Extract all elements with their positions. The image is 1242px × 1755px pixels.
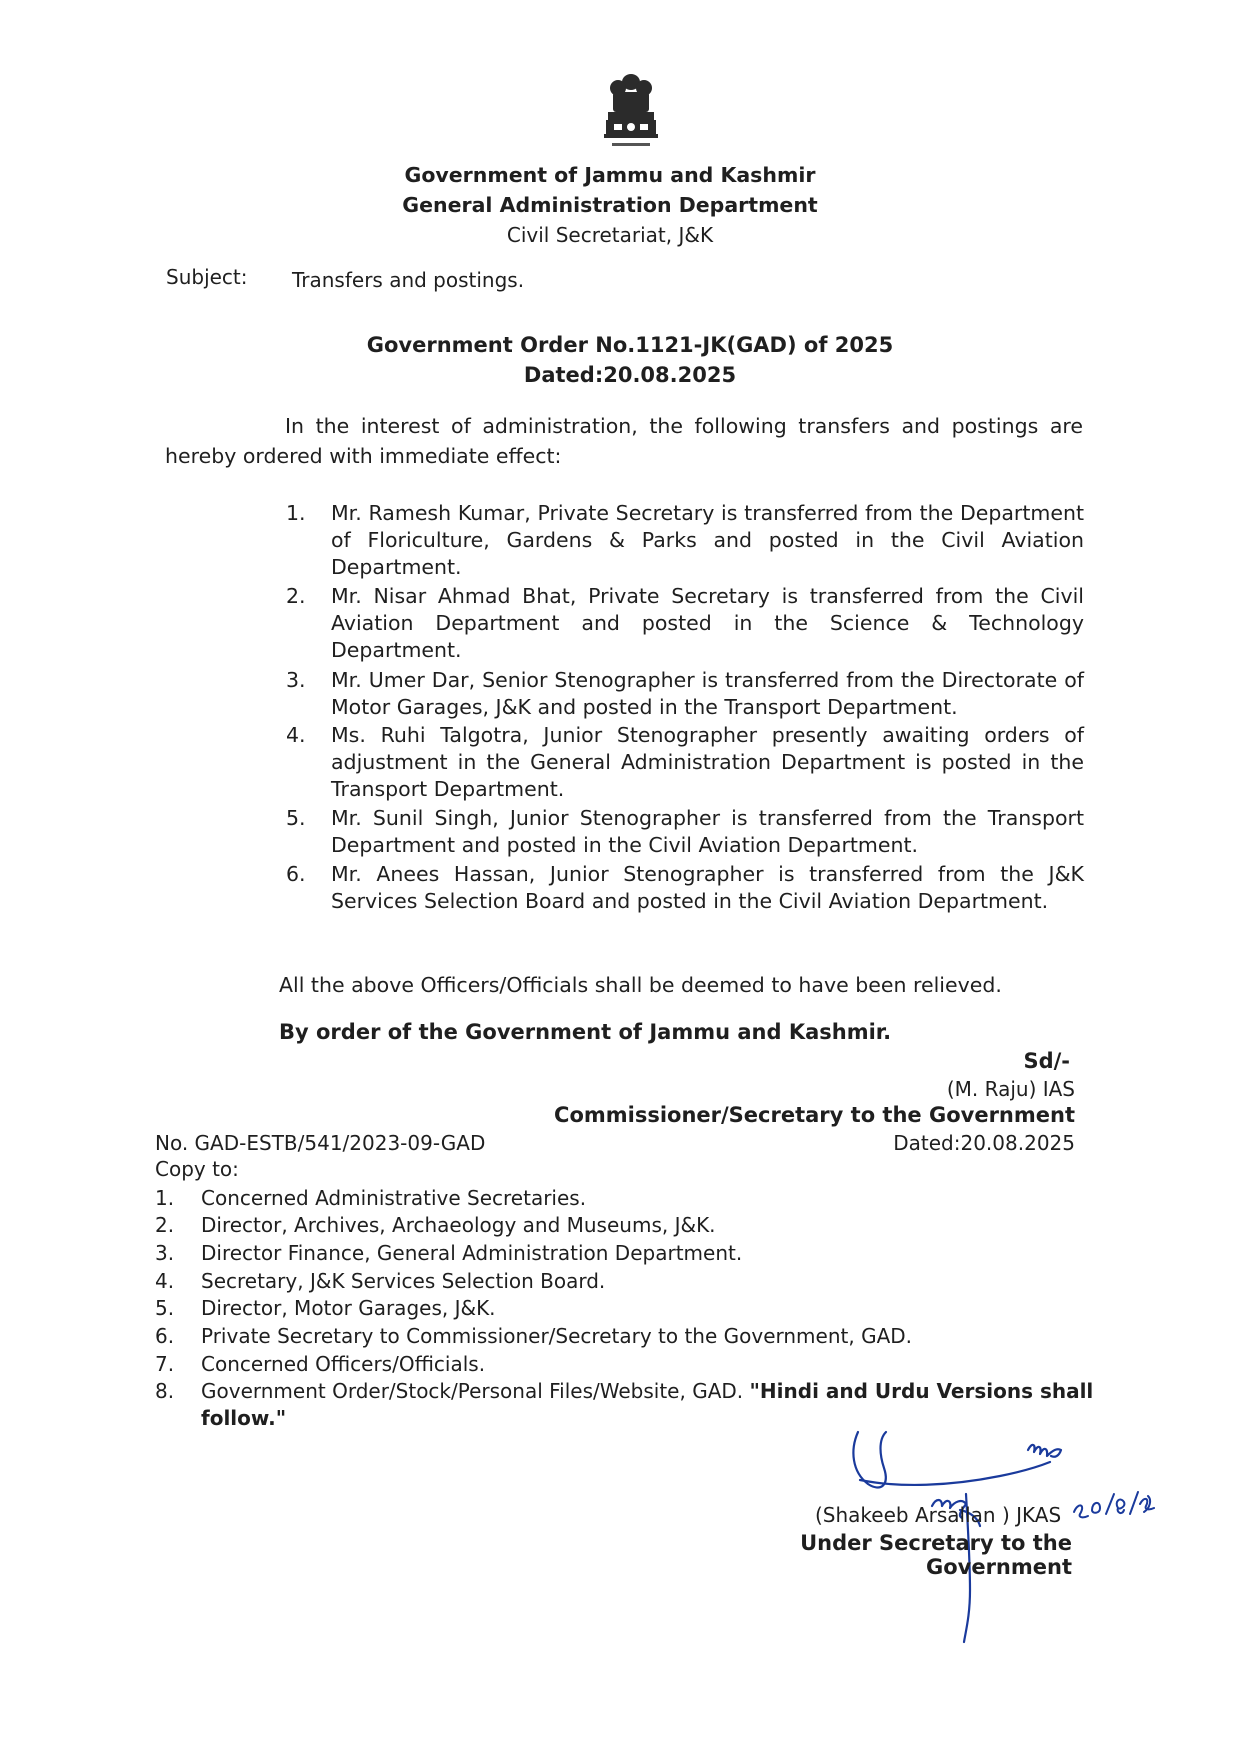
- item-text: Ms. Ruhi Talgotra, Junior Stenographer presently awaiting orders of adjustment in the General Administration Department is posted in the Transport Department.: [331, 723, 1084, 801]
- copy-text-plain: Government Order/Stock/Personal Files/Website, GAD.: [201, 1379, 744, 1403]
- intro-paragraph: In the interest of administration, the following transfers and postings are hereby ordered with immediate effect:: [165, 414, 1083, 468]
- signatory-name: (M. Raju) IAS: [946, 1077, 1075, 1101]
- list-item: [286, 722, 1084, 803]
- item-number: 3.: [286, 668, 306, 692]
- copy-number: 2.: [155, 1213, 175, 1237]
- versions-note: "Hindi and Urdu Versions shall follow.": [201, 1379, 1094, 1430]
- item-text: Mr. Umer Dar, Senior Stenographer is transferred from the Directorate of Motor Garages, J&K and posted in the Transport Department.: [331, 668, 1084, 719]
- list-item: [286, 861, 1084, 915]
- copy-number: 5.: [155, 1296, 175, 1320]
- copy-to-label: Copy to:: [155, 1157, 239, 1181]
- order-number: Government Order No.1121-JK(GAD) of 2025: [366, 333, 894, 357]
- signed-mark: Sd/-: [1023, 1049, 1070, 1073]
- reference-number: No. GAD-ESTB/541/2023-09-GAD: [155, 1131, 486, 1155]
- signatory-designation: Commissioner/Secretary to the Government: [554, 1103, 1075, 1127]
- copy-number: 6.: [155, 1324, 175, 1348]
- copy-text: Secretary, J&K Services Selection Board.: [201, 1269, 606, 1293]
- by-order-statement: By order of the Government of Jammu and Kashmir.: [279, 1020, 892, 1044]
- subject-label: Subject:: [166, 265, 248, 289]
- copy-number: 4.: [155, 1269, 175, 1293]
- copy-text: Concerned Administrative Secretaries.: [201, 1186, 587, 1210]
- item-text: Mr. Anees Hassan, Junior Stenographer is transferred from the J&K Services Selection Board and posted in the Civil Aviation Department.: [331, 862, 1084, 913]
- copy-item: [155, 1323, 1095, 1350]
- header-secretariat: Civil Secretariat, J&K: [506, 223, 714, 247]
- item-text: Mr. Nisar Ahmad Bhat, Private Secretary is transferred from the Civil Aviation Department and posted in the Science & Technology Department.: [331, 584, 1084, 662]
- copy-text: Director, Motor Garages, J&K.: [201, 1296, 496, 1320]
- item-number: 6.: [286, 862, 306, 886]
- item-number: 2.: [286, 584, 306, 608]
- copy-item: [155, 1212, 1095, 1239]
- national-emblem-icon: [586, 72, 676, 158]
- copy-item: [155, 1295, 1095, 1322]
- item-text: Mr. Sunil Singh, Junior Stenographer is transferred from the Transport Department and posted in the Civil Aviation Department.: [331, 806, 1084, 857]
- copy-number: 3.: [155, 1241, 175, 1265]
- handwritten-date: [1070, 1480, 1160, 1525]
- item-text: Mr. Ramesh Kumar, Private Secretary is transferred from the Department of Floriculture, Gardens & Parks and posted in the Civil Aviation Department.: [331, 501, 1084, 579]
- order-date: Dated:20.08.2025: [523, 363, 737, 387]
- copy-item: [155, 1268, 1095, 1295]
- handwritten-signature: [820, 1410, 1160, 1650]
- list-item: [286, 805, 1084, 859]
- copy-number: 1.: [155, 1186, 175, 1210]
- under-secretary-name: (Shakeeb Arsallan ) JKAS: [815, 1503, 1062, 1527]
- relieved-statement: All the above Officers/Officials shall be deemed to have been relieved.: [279, 973, 1002, 997]
- copy-number: 8.: [155, 1379, 175, 1403]
- copy-text: Director, Archives, Archaeology and Museums, J&K.: [201, 1213, 716, 1237]
- copy-text: Director Finance, General Administration Department.: [201, 1241, 743, 1265]
- item-number: 5.: [286, 806, 306, 830]
- list-item: [286, 667, 1084, 721]
- item-number: 4.: [286, 723, 306, 747]
- copy-text: Concerned Officers/Officials.: [201, 1352, 486, 1376]
- list-item: [286, 583, 1084, 664]
- header-department: General Administration Department: [402, 193, 818, 217]
- copy-item: [155, 1240, 1095, 1267]
- copy-item: [155, 1351, 1095, 1378]
- signatory-date: Dated:20.08.2025: [893, 1131, 1075, 1155]
- item-number: 1.: [286, 501, 306, 525]
- header-government: Government of Jammu and Kashmir: [404, 163, 816, 187]
- copy-number: 7.: [155, 1352, 175, 1376]
- copy-item: [155, 1185, 1095, 1212]
- subject-text: Transfers and postings.: [292, 268, 525, 292]
- list-item: [286, 500, 1084, 581]
- copy-text: Private Secretary to Commissioner/Secretary to the Government, GAD.: [201, 1324, 913, 1348]
- under-secretary-designation: Under Secretary to the Government: [800, 1531, 1072, 1579]
